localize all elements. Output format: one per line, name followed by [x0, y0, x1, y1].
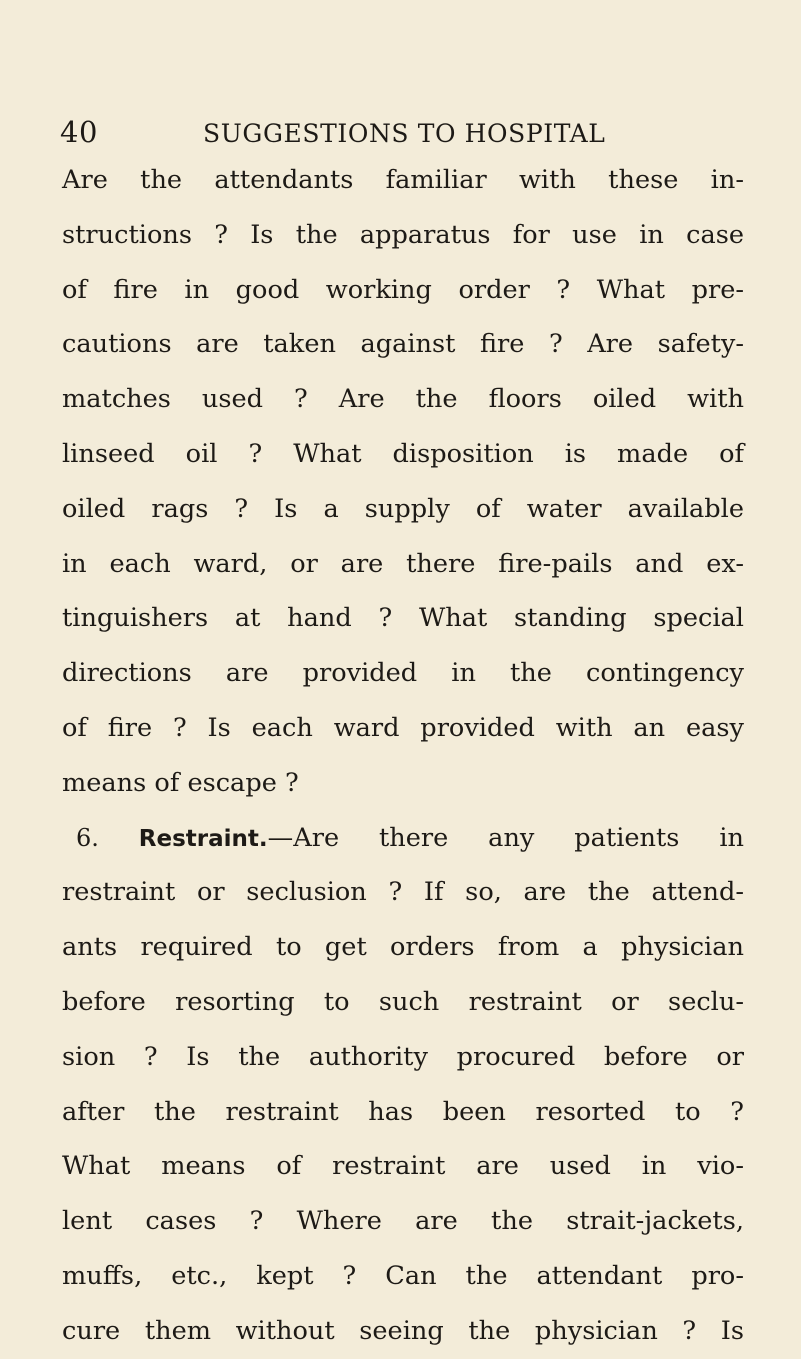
text-line: in each ward, or are there fire-pails and ex-: [62, 548, 744, 579]
body-text: [62, 153, 744, 1359]
text-line: structions ? Is the apparatus for use in case: [62, 219, 744, 250]
text-line: tinguishers at hand ? What standing special: [62, 603, 744, 634]
page-number: 40: [60, 115, 98, 149]
text-line: muffs, etc., kept ? Can the attendant pro-: [62, 1260, 744, 1291]
paragraph-fire-precautions: [62, 153, 744, 811]
text-line: What means of restraint are used in vio-: [62, 1151, 744, 1182]
text-line: means of escape ?: [62, 767, 299, 798]
text-line: of fire in good working order ? What pre-: [62, 274, 744, 305]
text-line: after the restraint has been resorted to ?: [62, 1096, 744, 1127]
text-line: before resorting to such restraint or seclu-: [62, 986, 744, 1017]
text-line: linseed oil ? What disposition is made of: [62, 438, 744, 469]
page-header: [60, 112, 750, 152]
section-first-line: [62, 811, 744, 866]
text-line: oiled rags ? Is a supply of water available: [62, 493, 744, 524]
text-line: ants required to get orders from a physician: [62, 932, 744, 963]
text-line: of fire ? Is each ward provided with an easy: [62, 712, 744, 743]
paragraph-restraint: [62, 811, 744, 1359]
section-number: 6.: [76, 823, 99, 852]
text-line: cure them without seeing the physician ? Is: [62, 1315, 744, 1346]
running-title: SUGGESTIONS TO HOSPITAL: [203, 119, 606, 148]
section-first-line-text: —Are there any patients in: [267, 822, 744, 853]
text-line: sion ? Is the authority procured before or: [62, 1041, 744, 1072]
text-line: directions are provided in the contingency: [62, 658, 744, 689]
text-line: Are the attendants familiar with these in-: [62, 165, 744, 195]
text-line: restraint or seclusion ? If so, are the attend-: [62, 877, 744, 908]
section-heading: Restraint.: [138, 825, 268, 852]
text-line: cautions are taken against fire ? Are safety-: [62, 329, 744, 360]
text-line: lent cases ? Where are the strait-jackets,: [62, 1206, 744, 1237]
text-line: matches used ? Are the floors oiled with: [62, 384, 744, 415]
